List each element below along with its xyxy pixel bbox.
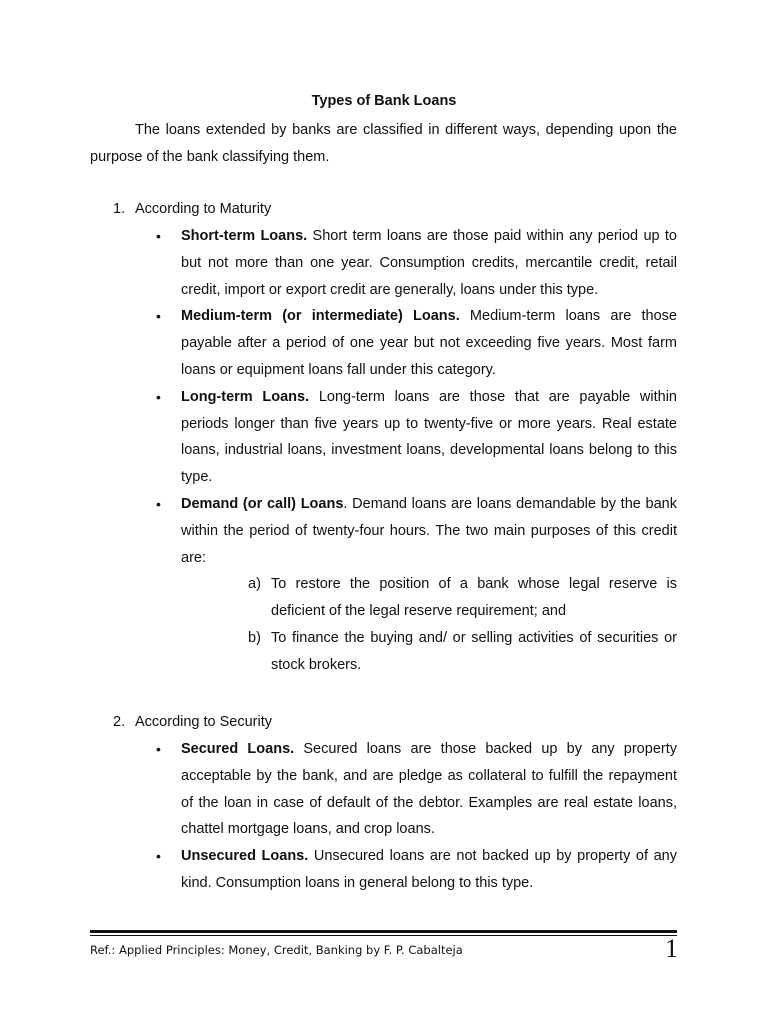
list-item-demand bbox=[90, 491, 677, 571]
section-heading bbox=[113, 199, 271, 219]
intro-paragraph: The loans extended by banks are classified in different ways, depending upon the purpose of the bank classifying them. bbox=[90, 122, 677, 165]
term-description: Medium-term loans are those payable after a period of one year but not exceeding five years. Most farm loans or equipment loans fall under this category. bbox=[181, 308, 678, 378]
footer-reference: Ref.: Applied Principles: Money, Credit, Banking by F. P. Cabalteja bbox=[90, 943, 463, 957]
section-number: 1. bbox=[113, 201, 126, 217]
footer-divider bbox=[90, 930, 677, 933]
bullet-icon: • bbox=[156, 741, 161, 757]
list-item-unsecured bbox=[90, 843, 677, 897]
term-description: Short term loans are those paid within any period up to but not more than one year. Consumption credits, mercantile credit, retail credit, import or export credit are generally, loans under this type. bbox=[181, 228, 677, 298]
bullet-list bbox=[90, 736, 677, 897]
sub-item-a bbox=[90, 571, 677, 625]
section-title: According to Security bbox=[135, 714, 273, 730]
bullet-icon: • bbox=[156, 228, 161, 244]
sub-item-text: To restore the position of a bank whose legal reserve is deficient of the legal reserve requirement; and bbox=[271, 576, 677, 620]
term-description: . Demand loans are loans demandable by the bank within the period of twenty-four hours. The two main purposes of this credit are: bbox=[181, 495, 677, 566]
section-heading bbox=[113, 712, 272, 732]
page-number: 1 bbox=[665, 934, 678, 963]
bullet-icon: • bbox=[156, 388, 161, 405]
footer-divider-thin bbox=[90, 935, 677, 936]
bullet-icon: • bbox=[156, 495, 161, 512]
term-label: Medium-term (or intermediate) Loans. bbox=[181, 308, 460, 325]
sub-item-b bbox=[90, 625, 677, 679]
term-label: Unsecured Loans. bbox=[181, 848, 309, 865]
sub-list bbox=[90, 571, 677, 678]
bullet-icon: • bbox=[156, 308, 161, 325]
term-description: Unsecured loans are not backed up by property of any kind. Consumption loans in general belong to this type. bbox=[181, 848, 677, 891]
term-label: Demand (or call) Loans bbox=[181, 495, 344, 512]
sub-item-marker: a) bbox=[248, 576, 261, 593]
sub-item-text: To finance the buying and/ or selling activities of securities or stock brokers. bbox=[271, 629, 677, 673]
section-title: According to Maturity bbox=[135, 201, 272, 217]
list-item-medium-term bbox=[90, 303, 677, 383]
sub-item-marker: b) bbox=[248, 629, 261, 646]
list-item-long-term bbox=[90, 384, 677, 491]
list-item-secured bbox=[90, 736, 677, 843]
term-label: Secured Loans. bbox=[181, 741, 295, 757]
bullet-icon: • bbox=[156, 848, 161, 865]
term-description: Long-term loans are those that are payable within periods longer than five years up to twenty-five or more years. Real estate loans, industrial loans, investment loans, developmental loans belong to this type. bbox=[181, 388, 677, 486]
list-item-short-term bbox=[90, 223, 677, 303]
term-label: Short-term Loans. bbox=[181, 228, 308, 244]
page-title: Types of Bank Loans bbox=[311, 93, 457, 109]
term-description: Secured loans are those backed up by any property acceptable by the bank, and are pledge as collateral to fulfill the repayment of the loan in case of default of the debtor. Examples are real estate loans, chattel mortgage loans, and crop loans. bbox=[181, 741, 677, 838]
term-label: Long-term Loans. bbox=[181, 388, 310, 405]
section-number: 2. bbox=[113, 714, 126, 730]
bullet-list bbox=[90, 223, 677, 679]
